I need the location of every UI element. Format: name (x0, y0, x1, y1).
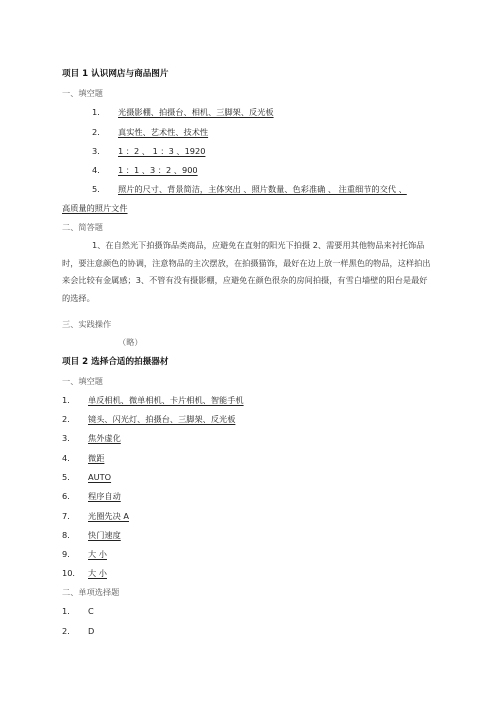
answer-number: 2. (62, 626, 70, 636)
answer-line (62, 413, 235, 425)
answer-text: 1 ：1 、3 ：2 、900 (118, 165, 198, 175)
single-choice-heading: 二、单项选择题 (62, 587, 120, 597)
answer-number: 3. (92, 146, 100, 156)
answer-number: 10. (62, 568, 76, 578)
answer-text: 快门速度 (88, 530, 121, 540)
answer-number: 7. (62, 511, 70, 521)
answer-number: 6. (62, 491, 70, 501)
answer-line (62, 605, 94, 617)
answer-line (92, 145, 205, 157)
answer-line (92, 183, 407, 195)
answer-number: 4. (62, 453, 70, 463)
answer-text: 1 ：2 、 1 ：3 、1920 (118, 146, 206, 156)
answer-number: 4. (92, 165, 100, 175)
practice-note: （略） (118, 337, 143, 347)
answer-line (62, 432, 121, 444)
short-answer-paragraph: 1、在自然光下拍摄饰品类商品，应避免在直射的阳光下拍摄 2、需要用其他物品来衬托饰品时，要注意颜色的协调，注意物品的主次摆放，在拍摄猫饰，最好在边上放一样黑色的物品，这样拍出来会比较有金属感；3、不管有没有摄影棚，应避免在颜色很杂的房间拍摄，有雪白墙壁的阳台是最好的选择。 (62, 240, 431, 303)
answer-number: 2. (92, 127, 100, 137)
answer-line (92, 164, 198, 176)
project-2-title: 项目 2 选择合适的拍摄器材 (62, 357, 169, 367)
answer-text: 单反相机、微单相机、卡片相机、智能手机 (88, 395, 244, 405)
project-1-title: 项目 1 认识网店与商品图片 (62, 69, 169, 79)
answer-text: D (88, 626, 95, 636)
answer-text: 高质量的照片文件 (62, 203, 128, 213)
answer-line (62, 567, 107, 579)
answer-text: 微距 (88, 453, 105, 463)
answer-text: 镜头、闪光灯、拍摄台、三脚架、反光板 (88, 414, 236, 424)
answer-line (62, 394, 244, 406)
answer-number: 2. (62, 414, 70, 424)
answer-number: 9. (62, 549, 70, 559)
answer-line (92, 126, 208, 138)
answer-line (62, 625, 94, 637)
fill-in-heading: 一、填空题 (62, 376, 103, 386)
fill-in-heading: 一、填空题 (62, 88, 103, 98)
answer-line-continued (62, 202, 128, 214)
answer-line (62, 452, 104, 464)
answer-line (62, 490, 121, 502)
answer-number: 5. (92, 184, 100, 194)
answer-text: C (88, 606, 94, 616)
answer-text: AUTO (88, 472, 112, 482)
practice-heading: 三、实践操作 (62, 319, 112, 329)
answer-number: 8. (62, 530, 70, 540)
answer-line (92, 106, 274, 118)
answer-text: 大 小 (88, 568, 107, 578)
answer-number: 1. (62, 606, 70, 616)
answer-number: 1. (62, 395, 70, 405)
answer-text: 大 小 (88, 549, 107, 559)
answer-number: 3. (62, 433, 70, 443)
answer-line (62, 529, 121, 541)
answer-text: 光圈先决 A (88, 511, 129, 521)
answer-line (62, 510, 129, 522)
answer-text: 程序自动 (88, 491, 121, 501)
answer-text: 真实性、艺术性、技术性 (118, 127, 209, 137)
answer-line (62, 471, 111, 483)
answer-text: 光摄影棚、拍摄台、相机、三脚架、反光板 (118, 107, 274, 117)
answer-text: 照片的尺寸、背景简洁，主体突出 、照片数量、色彩准确 、 注重细节的交代 、 (118, 184, 407, 194)
answer-number: 1. (92, 107, 100, 117)
answer-number: 5. (62, 472, 70, 482)
answer-line (62, 548, 107, 560)
short-answer-heading: 二、简答题 (62, 222, 103, 232)
answer-text: 焦外虚化 (88, 433, 121, 443)
